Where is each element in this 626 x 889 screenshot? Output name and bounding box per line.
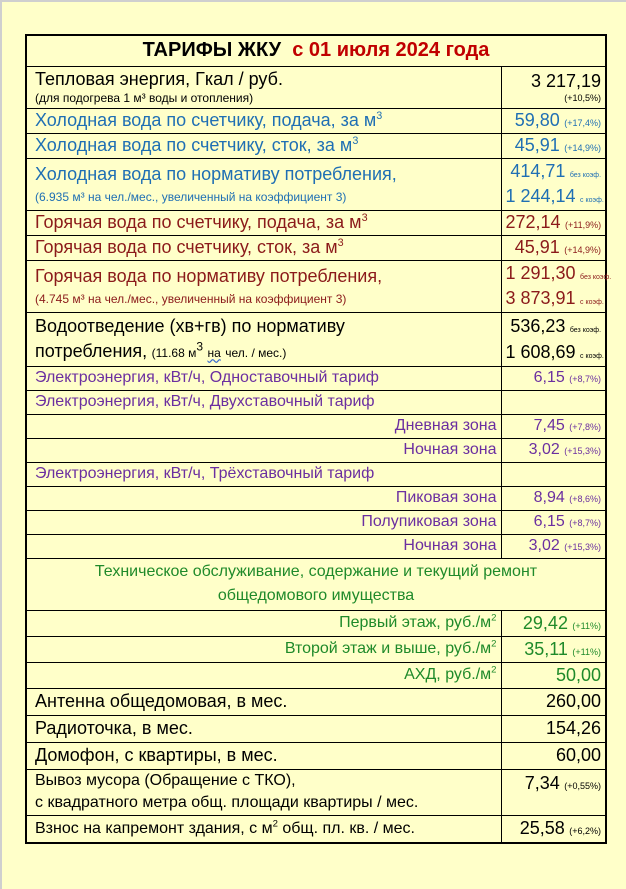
ahd-label: АХД, руб./м: [404, 666, 492, 683]
cold-norm-value1: 414,71: [510, 161, 566, 181]
sewage-tag2: с коэф.: [580, 352, 604, 360]
el-three-night-label: Ночная зона: [26, 534, 501, 558]
table-row: [26, 815, 606, 843]
hot-norm-note: (4.745 м³ на чел./мес., увеличенный на коэффициент 3): [35, 291, 347, 306]
sewage-value2: 1 608,69: [505, 341, 576, 362]
hot-supply-change: (+11,9%): [565, 220, 602, 230]
cold-norm-tag2: с коэф.: [580, 197, 604, 204]
cold-drain-label: Холодная вода по счетчику, сток, за м: [35, 135, 353, 155]
title-date: с 01 июля 2024 года: [292, 39, 490, 62]
cold-supply-label: Холодная вода по счетчику, подача, за м: [35, 110, 377, 130]
el-single-change: (+8,7%): [569, 374, 602, 384]
hot-drain-value: 45,91: [514, 237, 560, 257]
ahd-value: 50,00: [501, 662, 606, 688]
heat-value: 3 217,19: [530, 71, 602, 92]
sewage-label1: Водоотведение (хв+гв) по нормативу: [35, 315, 345, 336]
sup-two: 2: [491, 638, 497, 650]
heat-change: (+10,5%): [564, 92, 602, 103]
second-floor-value: 35,11: [524, 638, 568, 659]
sewage-value1: 536,23: [510, 315, 566, 336]
sup-three: 3: [196, 339, 204, 354]
table-row: [26, 462, 606, 486]
hot-norm-tag2: с коэф.: [580, 299, 604, 306]
el-two-night-label: Ночная зона: [26, 438, 501, 462]
table-row: [26, 390, 606, 414]
title-main: ТАРИФЫ ЖКУ: [142, 39, 282, 62]
table-row: [26, 133, 606, 158]
el-two-night-value: 3,02: [528, 441, 560, 458]
el-two-day-value: 7,45: [533, 417, 565, 434]
page-title: [26, 35, 606, 66]
cold-norm-label: Холодная вода по нормативу потребления,: [35, 164, 397, 185]
table-row: [26, 558, 606, 610]
table-row: [26, 438, 606, 462]
hot-norm-value1: 1 291,30: [505, 263, 576, 283]
el-three-semipeak-value: 6,15: [533, 513, 565, 530]
el-three-night-change: (+15,3%): [564, 542, 602, 552]
sup-three: 3: [352, 135, 359, 147]
table-row: [26, 534, 606, 558]
cold-norm-note: (6.935 м³ на чел./мес., увеличенный на коэффициент 3): [35, 189, 347, 204]
cold-norm-value2: 1 244,14: [505, 186, 576, 206]
table-row: [26, 158, 606, 210]
el-three-semipeak-change: (+8,7%): [569, 518, 602, 528]
table-row: [26, 414, 606, 438]
tariff-table: [25, 34, 612, 844]
second-floor-label: Второй этаж и выше, руб./м: [284, 640, 492, 657]
cold-drain-value: 45,91: [514, 135, 560, 155]
el-two-label: Электроэнергия, кВт/ч, Двухставочный тариф: [26, 390, 501, 414]
antenna-value: 260,00: [501, 688, 606, 715]
antenna-label: Антенна общедомовая, в мес.: [26, 688, 501, 715]
sewage-note-c: чел. / мес.): [225, 346, 287, 361]
el-three-peak-label: Пиковая зона: [26, 486, 501, 510]
el-three-peak-change: (+8,6%): [569, 494, 602, 504]
intercom-value: 60,00: [501, 742, 606, 769]
cold-supply-value: 59,80: [514, 110, 560, 130]
el-two-day-change: (+7,8%): [569, 422, 602, 432]
el-two-day-label: Дневная зона: [26, 414, 501, 438]
cold-norm-tag1: без коэф.: [569, 172, 602, 179]
table-row: [26, 210, 606, 235]
table-row: [26, 688, 606, 715]
el-three-semipeak-label: Полупиковая зона: [26, 510, 501, 534]
first-floor-label: Первый этаж, руб./м: [339, 614, 492, 631]
sup-three: 3: [376, 110, 383, 122]
title-row: [26, 35, 606, 66]
cold-drain-change: (+14,9%): [564, 143, 602, 153]
maintenance-line2: общедомового имущества: [217, 587, 415, 604]
heat-label: Тепловая энергия, Гкал / руб.: [35, 69, 283, 90]
sup-two: 2: [491, 664, 497, 676]
maintenance-line1: Техническое обслуживание, содержание и текущий ремонт: [94, 563, 538, 580]
hot-drain-change: (+14,9%): [564, 245, 602, 255]
hot-drain-label: Горячая вода по счетчику, сток, за м: [35, 237, 338, 257]
radio-value: 154,26: [501, 715, 606, 742]
capital-value: 25,58: [519, 818, 565, 839]
el-three-label: Электроэнергия, кВт/ч, Трёхставочный тариф: [26, 462, 501, 486]
capital-label-tail: общ. пл. кв. / мес.: [277, 819, 415, 837]
second-floor-change: (+11%): [572, 646, 602, 657]
table-row: [26, 366, 606, 390]
el-three-peak-value: 8,94: [533, 489, 565, 506]
hot-supply-value: 272,14: [505, 212, 561, 232]
table-row: [26, 108, 606, 133]
table-row: [26, 486, 606, 510]
sup-two: 2: [272, 818, 278, 830]
sewage-tag1: без коэф.: [569, 326, 602, 334]
table-row: [26, 66, 606, 108]
sup-three: 3: [361, 212, 368, 224]
garbage-value: 7,34: [524, 772, 560, 793]
table-row: [26, 769, 606, 815]
sup-three: 3: [337, 237, 344, 249]
table-row: [26, 235, 606, 260]
el-single-value: 6,15: [533, 369, 565, 386]
garbage-change: (+0,55%): [564, 780, 602, 791]
hot-norm-label: Горячая вода по нормативу потребления,: [35, 266, 383, 287]
garbage-line1: Вывоз мусора (Обращение с ТКО),: [35, 772, 296, 789]
hot-norm-value2: 3 873,91: [505, 288, 576, 308]
table-row: [26, 610, 606, 636]
sup-two: 2: [491, 612, 497, 624]
heat-note: (для подогрева 1 м³ воды и отопления): [35, 90, 254, 105]
first-floor-change: (+11%): [572, 620, 602, 631]
radio-label: Радиоточка, в мес.: [26, 715, 501, 742]
el-three-night-value: 3,02: [528, 537, 560, 554]
intercom-label: Домофон, с квартиры, в мес.: [26, 742, 501, 769]
table-row: [26, 636, 606, 662]
table-row: [26, 742, 606, 769]
hot-supply-label: Горячая вода по счетчику, подача, за м: [35, 212, 362, 232]
sewage-note-a: (11.68 м: [151, 346, 197, 361]
table-row: [26, 312, 606, 366]
el-two-night-change: (+15,3%): [564, 446, 602, 456]
first-floor-value: 29,42: [522, 612, 568, 633]
sewage-label2: потребления,: [35, 341, 148, 362]
garbage-line2: с квадратного метра общ. площади квартиры / мес.: [35, 794, 419, 811]
table-row: [26, 662, 606, 688]
sewage-note-b: на: [207, 346, 221, 361]
table-row: [26, 715, 606, 742]
capital-label: Взнос на капремонт здания, с м: [35, 819, 273, 837]
el-single-label: Электроэнергия, кВт/ч, Одноставочный тариф: [26, 366, 501, 390]
hot-norm-tag1: без коэф.: [580, 274, 612, 281]
table-row: [26, 510, 606, 534]
capital-change: (+6,2%): [569, 826, 602, 837]
cold-supply-change: (+17,4%): [564, 118, 602, 128]
table-row: [26, 260, 606, 312]
